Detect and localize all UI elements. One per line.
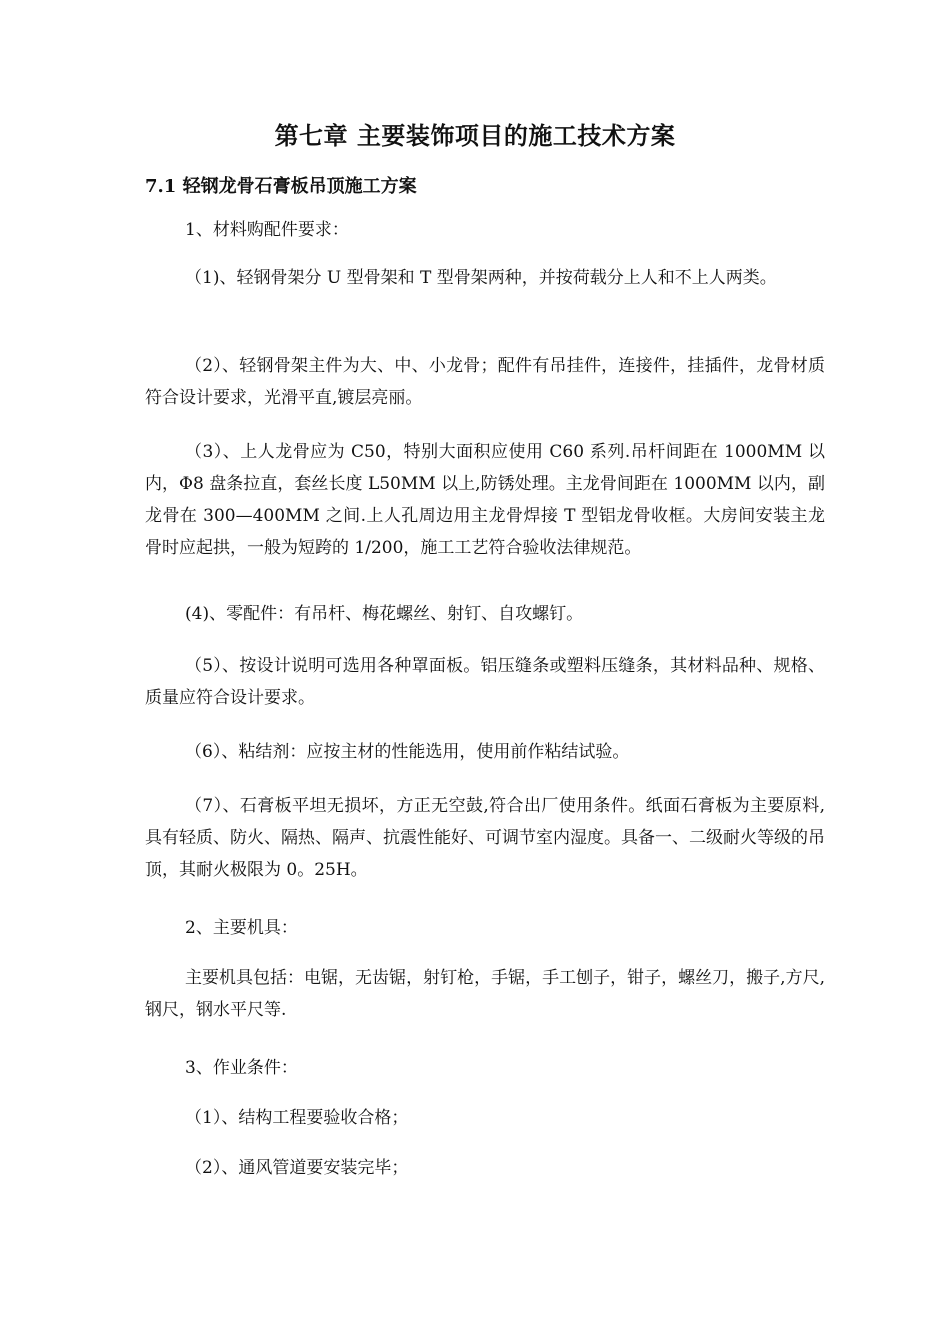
paragraph-tools-list: 主要机具包括：电锯，无齿锯，射钉枪，手锯，手工刨子，钳子，螺丝刀，搬子,方尺,钢尺，钢水平尺等. (145, 968, 825, 1020)
paragraph-item-7: （7）、石膏板平坦无损坏，方正无空鼓,符合出厂使用条件。纸面石膏板为主要原料,具有轻质、防火、隔热、隔声、抗震性能好、可调节室内湿度。具备一、二级耐火等级的吊顶，其耐火极限为 0。25H。 (145, 796, 825, 880)
section-heading: 7.1 轻钢龙骨石膏板吊顶施工方案 (145, 176, 417, 197)
paragraph-item-5: （5）、按设计说明可选用各种罩面板。铝压缝条或塑料压缝条，其材料品种、规格、质量应符合设计要求。 (145, 656, 825, 708)
paragraph-materials-heading: 1、材料购配件要求： (185, 220, 349, 240)
paragraph-condition-2: （2）、通风管道要安装完毕； (185, 1158, 409, 1178)
paragraph-item-2: （2）、轻钢骨架主件为大、中、小龙骨；配件有吊挂件，连接件，挂插件，龙骨材质符合设计要求，光滑平直,镀层亮丽。 (145, 356, 825, 408)
paragraph-item-1: （1)、轻钢骨架分 U 型骨架和 T 型骨架两种，并按荷载分上人和不上人两类。 (185, 268, 777, 288)
paragraph-item-4: (4)、零配件：有吊杆、梅花螺丝、射钉、自攻螺钉。 (185, 604, 584, 624)
paragraph-tools-heading: 2、主要机具： (185, 918, 298, 938)
paragraph-conditions-heading: 3、作业条件： (185, 1058, 298, 1078)
paragraph-item-3: （3）、上人龙骨应为 C50，特别大面积应使用 C60 系列.吊杆间距在 1000MM 以内，Φ8 盘条拉直，套丝长度 L50MM 以上,防锈处理。主龙骨间距在 1000MM 以内，副龙骨在 300—400MM 之间.上人孔周边用主龙骨焊接 T 型铝龙骨收框。大房间安装主龙骨时应起拱，一般为短跨的 1/200，施工工艺符合验收法律规范。 (145, 442, 825, 558)
chapter-title: 第七章 主要装饰项目的施工技术方案 (274, 121, 676, 150)
paragraph-condition-1: （1）、结构工程要验收合格； (185, 1108, 409, 1128)
paragraph-item-6: （6）、粘结剂：应按主材的性能选用，使用前作粘结试验。 (185, 742, 630, 762)
